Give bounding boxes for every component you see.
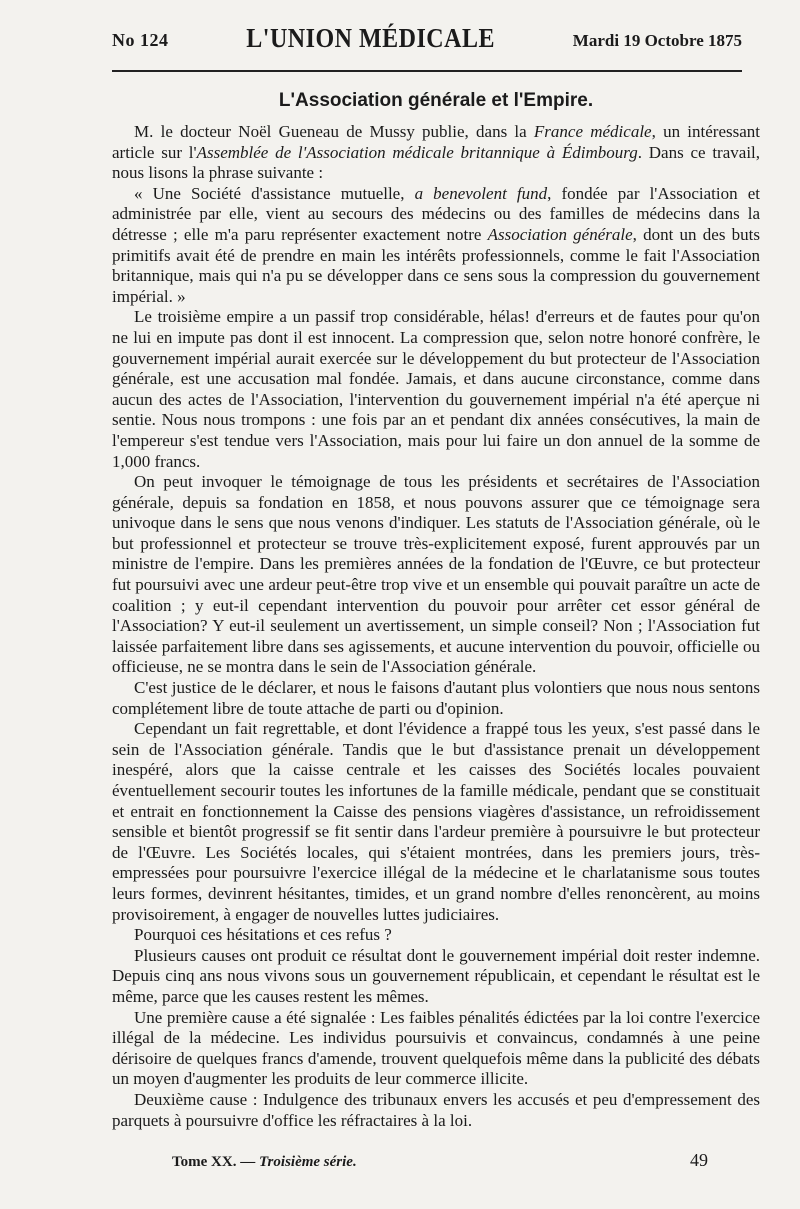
page-number: 49 xyxy=(690,1150,708,1170)
article-paragraph xyxy=(112,946,760,1008)
paragraph-text: Une première cause a été signalée : Les faibles pénalités édictées par la loi contre l'exercice illégal de la médecine. Les individus poursuivis et convaincus, condamnés à une peine dérisoire de quelques francs d'amende, trouvent quelquefois même dans la publicité des débats un moyen d'augmenter les produits de leur commerce illicite. xyxy=(112,1007,760,1089)
header-rule xyxy=(112,70,742,72)
paragraph-text: , dont un des buts primitifs avait été de prendre en main les intérêts professionnels, comme le fait l'Association britannique, mais qui n'a pu se développer dans ce sens sous la compression du gouvernement impérial. » xyxy=(112,224,760,306)
page-header xyxy=(112,23,760,64)
paragraph-text: Deuxième cause : Indulgence des tribunaux envers les accusés et peu d'empressement des parquets à poursuivre d'office les réfractaires à la loi. xyxy=(112,1089,760,1130)
footer-volume xyxy=(172,1154,357,1171)
page-footer xyxy=(172,1150,708,1171)
article-paragraph xyxy=(112,122,760,184)
article-paragraph xyxy=(112,307,760,472)
issue-date: Mardi 19 Octobre 1875 xyxy=(572,31,742,50)
italic-text: Assemblée de l'Association médicale britannique à Édimbourg xyxy=(196,142,638,162)
article-paragraph xyxy=(112,184,760,308)
paragraph-text: Cependant un fait regrettable, et dont l'évidence a frappé tous les yeux, s'est passé dans le sein de l'Association générale. Tandis que le but d'assistance prenait un développement inespéré, alors que la caisse centrale et les caisses des Sociétés locales pouvaient éventuellement secourir toutes les infortunes de la famille médicale, pendant que se constituait et entrait en fonctionnement la Caisse des pensions viagères d'assistance, un refroidissement sensible et bientôt progressif se fit sentir dans l'ardeur première à poursuivre le but protecteur de l'Œuvre. Les Sociétés locales, qui s'étaient montrées, dans les premiers jours, très-empressées pour poursuivre l'exercice illégal de la médecine et le charlatanisme sous toutes leurs formes, devinrent hésitantes, timides, et un grand nombre d'elles renoncèrent, au moins provisoirement, à engager de nouvelles luttes judiciaires. xyxy=(112,719,760,924)
article-paragraph xyxy=(112,678,760,719)
article-paragraph xyxy=(112,1090,760,1131)
paragraph-text: « Une Société d'assistance mutuelle, xyxy=(134,183,415,203)
paragraph-text: M. le docteur Noël Gueneau de Mussy publie, dans la xyxy=(134,122,534,141)
italic-text: France médicale xyxy=(533,122,652,141)
article-paragraph xyxy=(112,472,760,678)
series-label: Troisième série. xyxy=(258,1154,357,1170)
volume-label: Tome XX. — xyxy=(172,1154,256,1170)
paragraph-text: C'est justice de le déclarer, et nous le faisons d'autant plus volontiers que nous nous sentons complétement libre de toute attache de parti ou d'opinion. xyxy=(112,678,760,718)
journal-name: L'UNION MÉDICALE xyxy=(246,23,495,54)
paragraph-text: On peut invoquer le témoignage de tous les présidents et secrétaires de l'Association générale, depuis sa fondation en 1858, et nous pouvons assurer que ce témoignage sera univoque dans le sens que nous venons d'indiquer. Les statuts de l'Association générale, où le but professionnel et protecteur se trouve très-explicitement exposé, furent approuvés par un ministre de l'empire. Dans les premières années de la fondation de l'Œuvre, ce but protecteur fut poursuivi avec une ardeur peut-être trop vive et un ensemble qui pouvait paraître un acte de coalition ; y eut-il cependant intervention du pouvoir pour arrêter cet essor général de l'Association? Y eut-il seulement un avertissement, un simple conseil? Non ; l'Association fut laissée parfaitement libre dans ses agissements, et aucune intervention du pouvoir, officielle ou officieuse, ne se montra dans le sein de l'Association générale. xyxy=(112,472,760,677)
paragraph-text: , fondée par l'Association et administrée par elle, vient au secours des médecins ou des familles de médecins dans la détresse ; elle m'a paru représenter exactement notre xyxy=(112,183,760,244)
article-paragraph xyxy=(112,719,760,925)
paragraph-text: Pourquoi ces hésitations et ces refus ? xyxy=(134,925,392,945)
article-body xyxy=(112,122,760,1131)
italic-text: a benevolent fund xyxy=(414,183,548,203)
italic-text: Association générale xyxy=(487,224,633,244)
issue-number: No 124 xyxy=(112,30,169,50)
article-title: L'Association générale et l'Empire. xyxy=(278,90,594,111)
article-paragraph xyxy=(112,925,760,946)
paragraph-text: , un intéressant article sur l' xyxy=(112,122,760,162)
paragraph-text: Le troisième empire a un passif trop considérable, hélas! d'erreurs et de fautes pour qu'on ne lui en impute pas dont il est innocent. La compression que, selon notre honoré confrère, le gouvernement impérial aurait exercée sur le développement du but protecteur de l'Association générale, est une accusation mal fondée. Jamais, et dans aucune circonstance, comme dans aucun des actes de l'Association, l'intervention du gouvernement impérial n'a été aperçue ni sentie. Nous nous trompons : une fois par an et pendant dix années consécutives, la main de l'empereur s'est tendue vers l'Association, mais pour lui faire un don annuel de la somme de 1,000 francs. xyxy=(112,307,760,471)
paragraph-text: Plusieurs causes ont produit ce résultat dont le gouvernement impérial doit rester indemne. Depuis cinq ans nous vivons sous un gouvernement républicain, et cependant le résultat est le même, parce que les causes restent les mêmes. xyxy=(112,945,760,1006)
article-paragraph xyxy=(112,1008,760,1090)
paragraph-text: . Dans ce travail, nous lisons la phrase suivante : xyxy=(112,142,761,183)
